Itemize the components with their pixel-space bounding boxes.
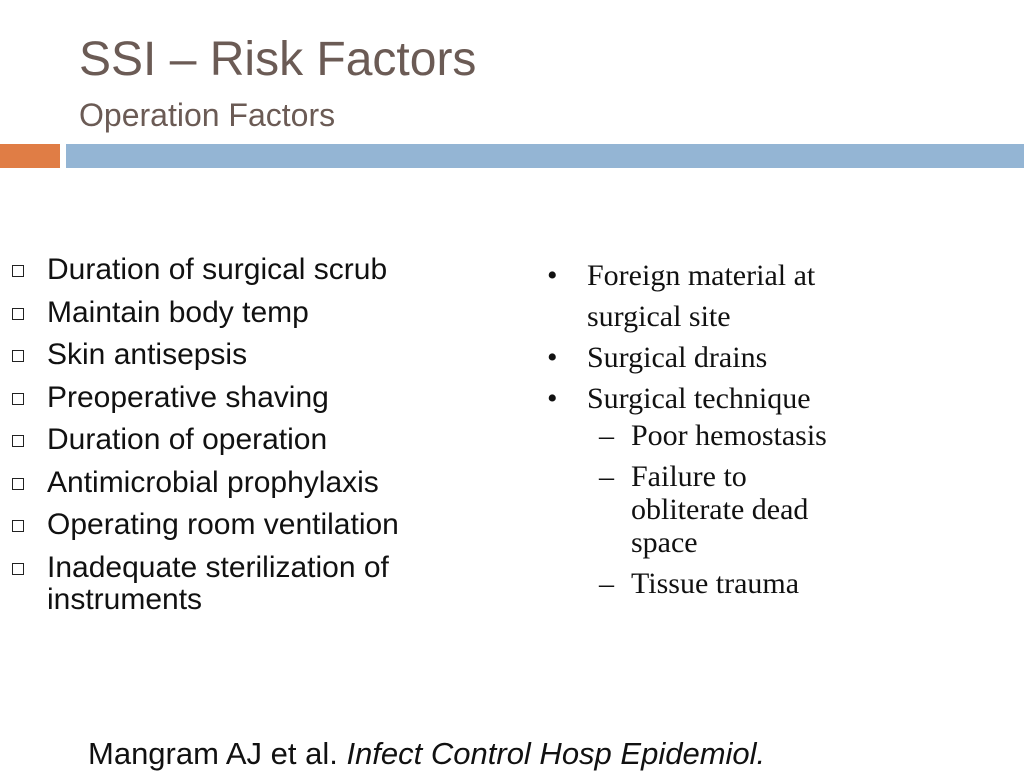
citation-authors: Mangram AJ et al. xyxy=(88,736,347,771)
right-bullet-list xyxy=(540,255,940,608)
slide-title: SSI – Risk Factors xyxy=(79,33,477,86)
left-bullet-list xyxy=(10,254,480,626)
list-item-text: Maintain body temp xyxy=(47,295,309,329)
list-item xyxy=(10,297,480,329)
list-item xyxy=(540,255,857,337)
list-item xyxy=(10,254,480,286)
bullet-dot-icon: • xyxy=(547,259,558,292)
dash-bullet-icon: – xyxy=(599,419,614,452)
sub-list-item-text: Tissue trauma xyxy=(631,567,800,600)
list-item-text: Antimicrobial prophylaxis xyxy=(47,465,379,499)
list-item-text: Duration of surgical scrub xyxy=(47,253,388,286)
square-bullet-icon xyxy=(12,350,24,362)
sub-list-item xyxy=(540,567,940,600)
bullet-dot-icon: • xyxy=(547,341,558,374)
list-item xyxy=(10,552,447,616)
square-bullet-icon xyxy=(12,393,24,405)
slide-subtitle: Operation Factors xyxy=(79,97,336,133)
header-bar xyxy=(66,144,1024,168)
dash-bullet-icon: – xyxy=(599,460,614,493)
citation xyxy=(88,734,765,774)
square-bullet-icon xyxy=(12,520,24,532)
square-bullet-icon xyxy=(12,435,24,447)
list-item-text: Surgical technique xyxy=(587,382,811,415)
list-item-text: Inadequate sterilization of instruments xyxy=(47,550,389,616)
list-item-text: Preoperative shaving xyxy=(47,380,329,414)
list-item-text: Foreign material at surgical site xyxy=(587,259,816,333)
accent-bar xyxy=(0,144,60,168)
square-bullet-icon xyxy=(12,478,24,490)
square-bullet-icon xyxy=(12,563,24,575)
list-item-text: Operating room ventilation xyxy=(47,508,399,541)
list-item xyxy=(540,337,940,378)
list-item-text: Duration of operation xyxy=(47,423,328,456)
sub-list-item-text: Poor hemostasis xyxy=(631,419,827,452)
sub-list-item xyxy=(540,460,861,559)
list-item xyxy=(10,467,480,499)
square-bullet-icon xyxy=(12,265,24,277)
citation-journal: Infect Control Hosp Epidemiol. xyxy=(346,736,766,771)
list-item xyxy=(10,339,480,371)
list-item-text: Skin antisepsis xyxy=(47,338,248,371)
list-item xyxy=(10,509,480,541)
bullet-dot-icon: • xyxy=(547,382,558,415)
sub-list-item-text: Failure to obliterate dead space xyxy=(631,460,809,559)
dash-bullet-icon: – xyxy=(599,567,614,600)
list-item xyxy=(10,424,480,456)
list-item xyxy=(540,378,940,419)
square-bullet-icon xyxy=(12,308,24,320)
list-item-text: Surgical drains xyxy=(587,341,768,374)
sub-list-item xyxy=(540,419,940,452)
list-item xyxy=(10,382,480,414)
